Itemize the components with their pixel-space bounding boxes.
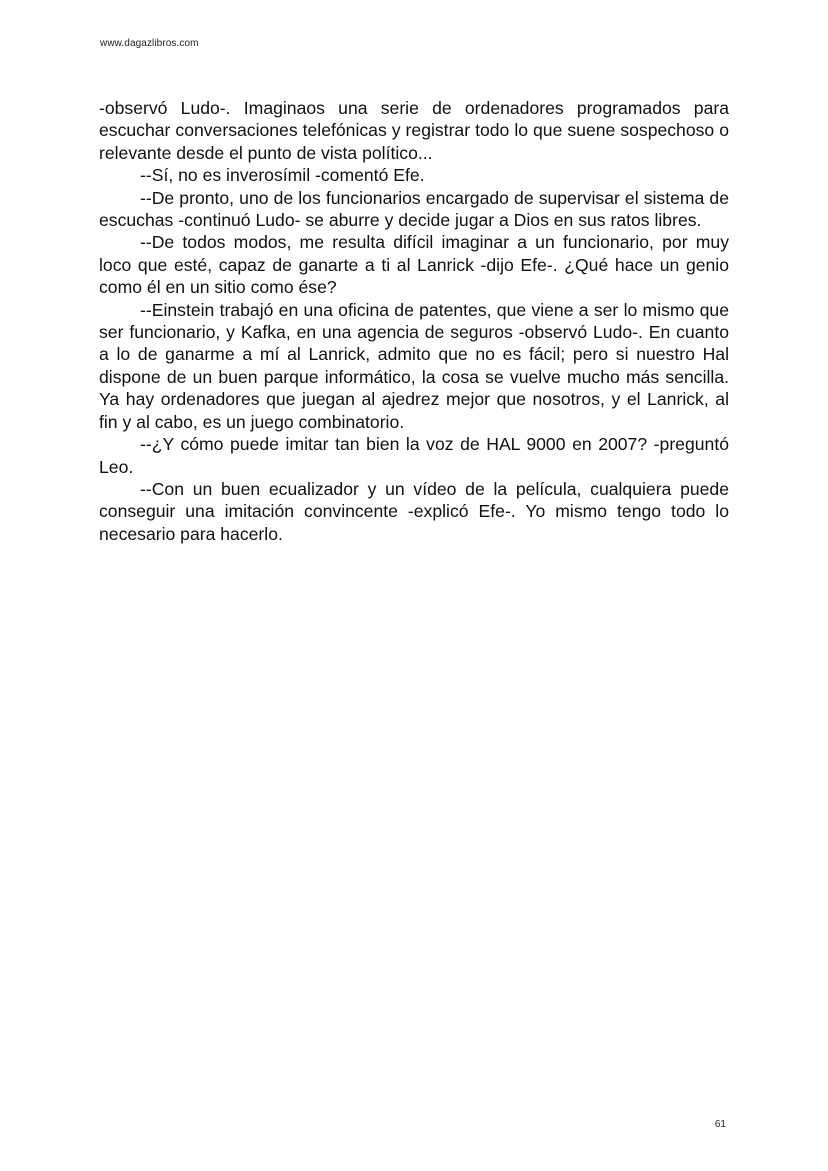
paragraph: --¿Y cómo puede imitar tan bien la voz de HAL 9000 en 2007? -preguntó Leo.	[99, 434, 729, 477]
paragraph: --De pronto, uno de los funcionarios encargado de supervisar el sistema de escuchas -continuó Ludo- se aburre y decide jugar a Dios en sus ratos libres.	[99, 187, 729, 231]
page-number: 61	[714, 1119, 726, 1130]
body-text	[99, 97, 729, 545]
paragraph: -observó Ludo-. Imaginaos una serie de ordenadores programados para escuchar conversaciones telefónicas y registrar todo lo que suene sospechoso o relevante desde el punto de vista político...	[99, 98, 729, 163]
paragraph: --Sí, no es inverosímil -comentó Efe.	[140, 165, 425, 186]
header-url: www.dagazlibros.com	[100, 38, 199, 49]
paragraph: --De todos modos, me resulta difícil imaginar a un funcionario, por muy loco que esté, capaz de ganarte a ti al Lanrick -dijo Efe-. ¿Qué hace un genio como él en un sitio como ése?	[99, 232, 729, 298]
paragraph: --Einstein trabajó en una oficina de patentes, que viene a ser lo mismo que ser funcionario, y Kafka, en una agencia de seguros -observó Ludo-. En cuanto a lo de ganarme a mí al Lanrick, admito que no es fácil; pero si nuestro Hal dispone de un buen parque informático, la cosa se vuelve mucho más sencilla. Ya hay ordenadores que juegan al ajedrez mejor que nosotros, y el Lanrick, al fin y al cabo, es un juego combinatorio.	[99, 299, 729, 432]
paragraph: --Con un buen ecualizador y un vídeo de la película, cualquiera puede conseguir una imitación convincente -explicó Efe-. Yo mismo tengo todo lo necesario para hacerlo.	[99, 478, 729, 544]
